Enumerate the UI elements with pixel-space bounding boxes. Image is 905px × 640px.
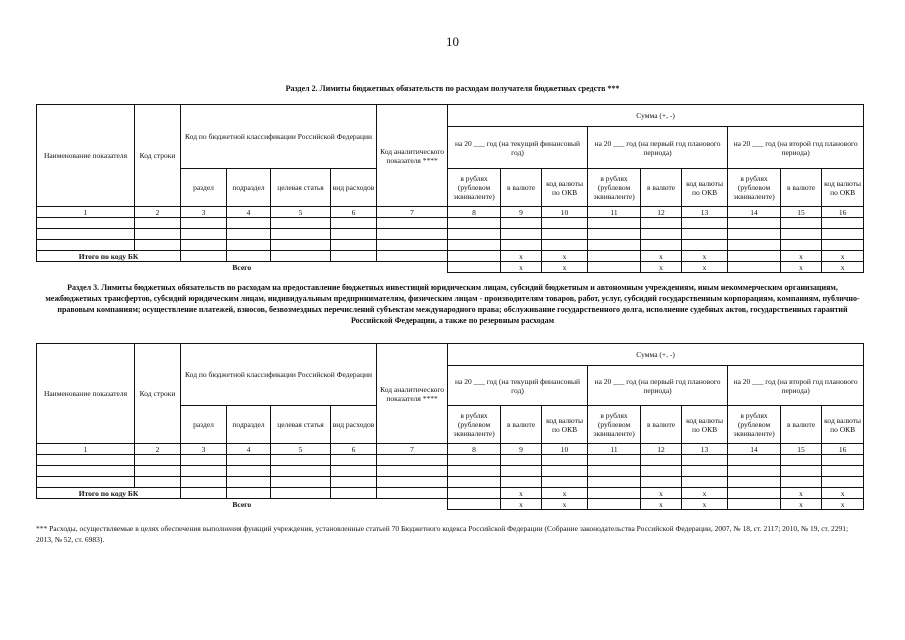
header-subsection: подраздел	[227, 406, 271, 444]
header-rub: в рублях (рублевом эквиваленте)	[588, 169, 641, 207]
col-num: 1	[37, 207, 135, 218]
x-mark: x	[781, 251, 822, 262]
col-num: 11	[588, 207, 641, 218]
col-num: 12	[641, 207, 682, 218]
header-okv: код валюты по ОКВ	[822, 169, 864, 207]
data-row	[37, 477, 864, 488]
col-num: 2	[135, 207, 181, 218]
header-row-code: Код строки	[135, 105, 181, 207]
data-row	[37, 466, 864, 477]
col-num: 7	[377, 444, 448, 455]
col-num: 7	[377, 207, 448, 218]
col-num: 5	[271, 444, 331, 455]
section2-title: Раздел 2. Лимиты бюджетных обязательств по расходам получателя бюджетных средств ***	[285, 84, 620, 93]
col-num: 11	[588, 444, 641, 455]
header-sum: Сумма (+, -)	[448, 344, 864, 366]
x-mark: x	[781, 488, 822, 499]
header-section: раздел	[181, 169, 227, 207]
header-okv: код валюты по ОКВ	[822, 406, 864, 444]
total-bk-row	[37, 251, 864, 262]
header-currency: в валюте	[501, 406, 542, 444]
col-num: 16	[822, 207, 864, 218]
x-mark: x	[822, 499, 864, 510]
header-year-second: на 20 ___ год (на второй год планового периода)	[728, 366, 864, 406]
header-name: Наименование показателя	[37, 105, 135, 207]
header-currency: в валюте	[781, 406, 822, 444]
section3-title: Раздел 3. Лимиты бюджетных обязательств по расходам на предоставление бюджетных инвестиций юридическим лицам, субсидий бюджетным и автономным учреждениям, иным некоммерческим организациям, межбюджетных трансфертов, субсидий юридическим лицам, индивидуальным предпринимателям, физическим лицам - производителям товаров, работ, услуг, субсидий государственным корпорациям, компаниям, публично-правовым компаниям; осуществление платежей, взносов, безвозмездных перечислений субъектам международного права; обслуживание государственного долга, исполнение судебных актов, государственных гарантий Российской Федерации, а также по резервным расходам	[45, 283, 860, 325]
header-target: целевая статья	[271, 406, 331, 444]
col-num: 6	[331, 444, 377, 455]
header-rub: в рублях (рублевом эквиваленте)	[728, 406, 781, 444]
x-mark: x	[542, 488, 588, 499]
total-bk-label: Итого по коду БК	[37, 488, 181, 499]
col-num: 2	[135, 444, 181, 455]
section3-table	[36, 343, 864, 510]
header-rub: в рублях (рублевом эквиваленте)	[448, 169, 501, 207]
header-currency: в валюте	[641, 169, 682, 207]
col-num: 1	[37, 444, 135, 455]
section2-table	[36, 104, 864, 273]
x-mark: x	[682, 262, 728, 273]
total-bk-label: Итого по коду БК	[37, 251, 181, 262]
total-bk-row	[37, 488, 864, 499]
x-mark: x	[822, 262, 864, 273]
header-section: раздел	[181, 406, 227, 444]
col-num: 12	[641, 444, 682, 455]
header-year-first: на 20 ___ год (на первый год планового периода)	[588, 366, 728, 406]
col-num: 6	[331, 207, 377, 218]
x-mark: x	[542, 262, 588, 273]
header-okv: код валюты по ОКВ	[542, 406, 588, 444]
col-num: 13	[682, 207, 728, 218]
page-number: 10	[446, 34, 459, 49]
col-num: 3	[181, 444, 227, 455]
header-name: Наименование показателя	[37, 344, 135, 444]
x-mark: x	[542, 499, 588, 510]
x-mark: x	[501, 262, 542, 273]
header-analytic-code: Код аналитического показателя ****	[377, 344, 448, 444]
data-row	[37, 218, 864, 229]
header-okv: код валюты по ОКВ	[682, 406, 728, 444]
col-num: 9	[501, 444, 542, 455]
header-year-second: на 20 ___ год (на второй год планового периода)	[728, 127, 864, 169]
header-subsection: подраздел	[227, 169, 271, 207]
x-mark: x	[781, 499, 822, 510]
header-target: целевая статья	[271, 169, 331, 207]
col-num: 15	[781, 444, 822, 455]
x-mark: x	[641, 499, 682, 510]
header-year-current: на 20 ___ год (на текущий финансовый год)	[448, 366, 588, 406]
header-rub: в рублях (рублевом эквиваленте)	[588, 406, 641, 444]
header-okv: код валюты по ОКВ	[542, 169, 588, 207]
header-currency: в валюте	[501, 169, 542, 207]
col-num: 10	[542, 207, 588, 218]
header-year-current: на 20 ___ год (на текущий финансовый год)	[448, 127, 588, 169]
header-bk-code: Код по бюджетной классификации Российской Федерации	[181, 105, 377, 169]
col-num: 4	[227, 444, 271, 455]
col-num: 5	[271, 207, 331, 218]
x-mark: x	[822, 488, 864, 499]
header-rub: в рублях (рублевом эквиваленте)	[728, 169, 781, 207]
header-sum: Сумма (+, -)	[448, 105, 864, 127]
x-mark: x	[641, 488, 682, 499]
col-num: 16	[822, 444, 864, 455]
x-mark: x	[542, 251, 588, 262]
header-row-code: Код строки	[135, 344, 181, 444]
data-row	[37, 240, 864, 251]
total-label: Всего	[37, 499, 448, 510]
col-num: 8	[448, 207, 501, 218]
header-rub: в рублях (рублевом эквиваленте)	[448, 406, 501, 444]
header-analytic-code: Код аналитического показателя ****	[377, 105, 448, 207]
col-num: 10	[542, 444, 588, 455]
header-year-first: на 20 ___ год (на первый год планового периода)	[588, 127, 728, 169]
x-mark: x	[682, 251, 728, 262]
x-mark: x	[501, 499, 542, 510]
x-mark: x	[641, 262, 682, 273]
data-row	[37, 455, 864, 466]
x-mark: x	[822, 251, 864, 262]
total-row	[37, 262, 864, 273]
x-mark: x	[781, 262, 822, 273]
col-num: 9	[501, 207, 542, 218]
footnote: *** Расходы, осуществляемые в целях обеспечения выполнения функций учреждения, установленные статьей 70 Бюджетного кодекса Российской Федерации (Собрание законодательства Российской Федерации, 2007, № 18, ст. 2117; 2010, № 19, ст. 2291; 2013, № 52, ст. 6983).	[36, 524, 849, 544]
total-row	[37, 499, 864, 510]
total-label: Всего	[37, 262, 448, 273]
header-expense-type: вид расходов	[331, 406, 377, 444]
col-num: 4	[227, 207, 271, 218]
col-num: 15	[781, 207, 822, 218]
col-num: 3	[181, 207, 227, 218]
x-mark: x	[682, 488, 728, 499]
col-num: 8	[448, 444, 501, 455]
x-mark: x	[501, 251, 542, 262]
data-row	[37, 229, 864, 240]
header-expense-type: вид расходов	[331, 169, 377, 207]
header-okv: код валюты по ОКВ	[682, 169, 728, 207]
x-mark: x	[682, 499, 728, 510]
header-bk-code: Код по бюджетной классификации Российской Федерации	[181, 344, 377, 406]
header-currency: в валюте	[641, 406, 682, 444]
col-num: 14	[728, 207, 781, 218]
x-mark: x	[501, 488, 542, 499]
x-mark: x	[641, 251, 682, 262]
col-num: 14	[728, 444, 781, 455]
col-num: 13	[682, 444, 728, 455]
header-currency: в валюте	[781, 169, 822, 207]
